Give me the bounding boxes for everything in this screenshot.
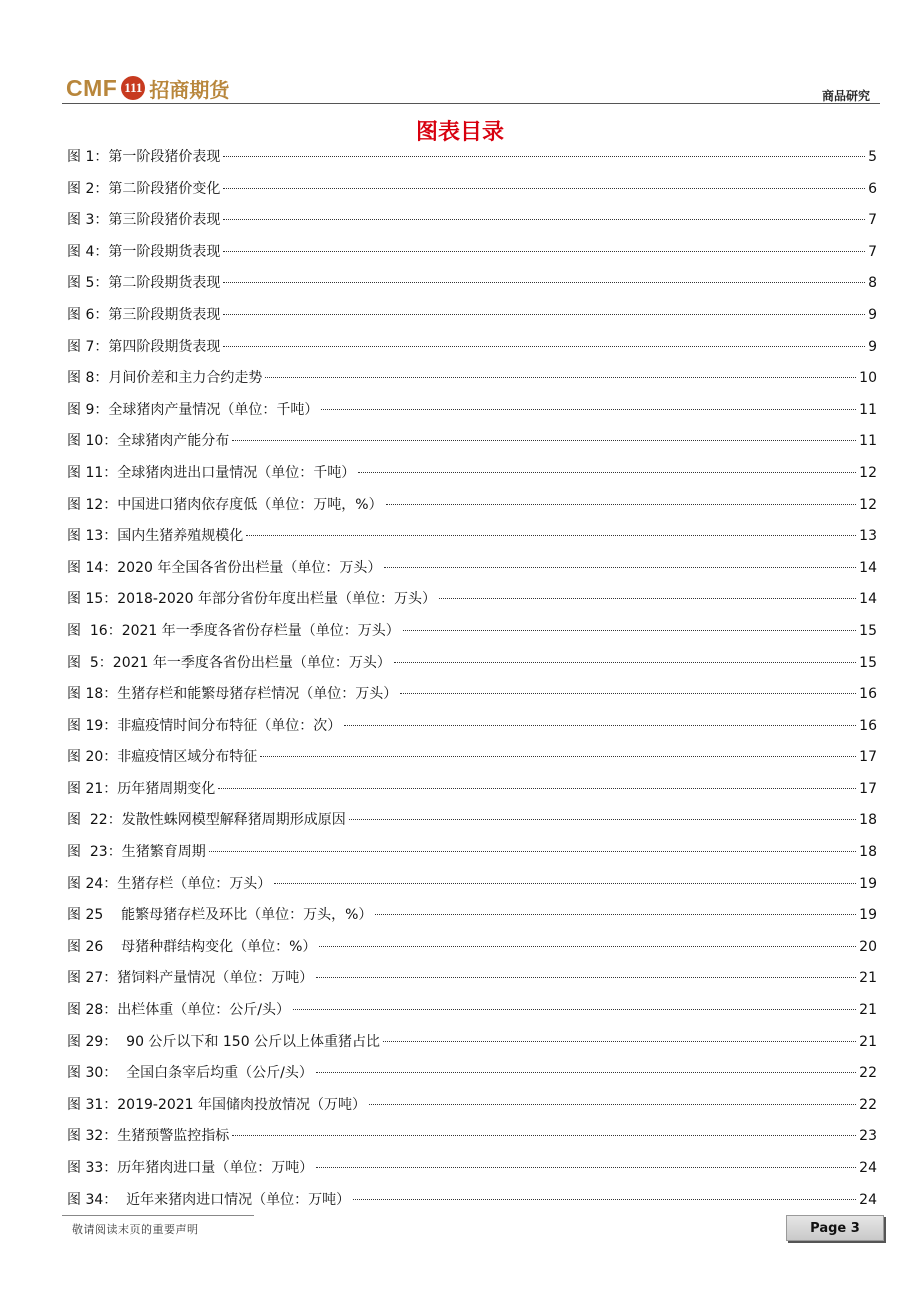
toc-leader-dots	[349, 819, 856, 820]
toc-entry[interactable]	[67, 936, 877, 968]
toc-leader-dots	[232, 440, 856, 441]
toc-entry-page: 24	[859, 1191, 877, 1208]
toc-entry-label: 图 22：发散性蛛网模型解释猪周期形成原因	[67, 812, 346, 829]
toc-entry[interactable]	[67, 683, 877, 715]
toc-leader-dots	[375, 914, 856, 915]
toc-entry-label: 图 10：全球猪肉产能分布	[67, 433, 230, 450]
toc-leader-dots	[223, 156, 865, 157]
company-logo	[66, 72, 229, 104]
toc-entry[interactable]	[67, 304, 877, 336]
toc-leader-dots	[223, 188, 865, 189]
toc-entry-label: 图 29： 90 公斤以下和 150 公斤以上体重猪占比	[67, 1033, 381, 1050]
toc-entry-page: 7	[868, 212, 877, 229]
toc-entry[interactable]	[67, 178, 877, 210]
page-label: Page	[810, 1220, 847, 1236]
toc-entry-page: 5	[868, 149, 877, 165]
toc-entry[interactable]	[67, 336, 877, 368]
toc-entry[interactable]	[67, 873, 877, 905]
toc-leader-dots	[223, 282, 865, 283]
toc-leader-dots	[400, 693, 856, 694]
toc-entry-label: 图 7：第四阶段期货表现	[67, 338, 221, 355]
toc-entry-page: 20	[859, 938, 877, 955]
toc-entry-label: 图 16：2021 年一季度各省份存栏量（单位：万头）	[67, 622, 400, 639]
toc-entry-label: 图 24：生猪存栏（单位：万头）	[67, 875, 272, 892]
toc-entry-page: 22	[859, 1096, 877, 1113]
toc-entry-page: 14	[859, 591, 877, 608]
page-title: 图表目录	[415, 120, 504, 145]
toc-entry-label: 图 4：第一阶段期货表现	[67, 243, 221, 260]
toc-entry-label: 图 14：2020 年全国各省份出栏量（单位：万头）	[67, 559, 382, 576]
toc-leader-dots	[265, 377, 856, 378]
toc-entry[interactable]	[67, 272, 877, 304]
toc-leader-dots	[358, 472, 856, 473]
toc-entry[interactable]	[67, 1094, 877, 1126]
toc-entry-page: 11	[859, 433, 877, 450]
toc-entry-page: 21	[859, 970, 877, 987]
toc-entry-page: 7	[868, 243, 877, 260]
toc-entry-page: 17	[859, 780, 877, 797]
page-number-badge	[786, 1215, 884, 1241]
toc-leader-dots	[232, 1135, 856, 1136]
toc-entry-label: 图 9：全球猪肉产量情况（单位：千吨）	[67, 401, 319, 418]
toc-entry[interactable]	[67, 1125, 877, 1157]
toc-entry-label: 图 5：2021 年一季度各省份出栏量（单位：万头）	[67, 654, 391, 671]
toc-entry-page: 15	[859, 654, 877, 671]
toc-entry[interactable]	[67, 146, 877, 178]
section-label: 商品研究	[821, 89, 870, 103]
toc-entry[interactable]	[67, 367, 877, 399]
toc-entry-label: 图 11：全球猪肉进出口量情况（单位：千吨）	[67, 464, 356, 481]
toc-entry-page: 12	[859, 496, 877, 513]
toc-entry[interactable]	[67, 809, 877, 841]
toc-entry-page: 18	[859, 812, 877, 829]
toc-entry-page: 19	[859, 875, 877, 892]
toc-leader-dots	[209, 851, 856, 852]
toc-entry[interactable]	[67, 399, 877, 431]
toc-entry-page: 6	[868, 180, 877, 197]
toc-leader-dots	[369, 1104, 856, 1105]
toc-entry[interactable]	[67, 967, 877, 999]
toc-entry-page: 21	[859, 1002, 877, 1019]
toc-leader-dots	[316, 1167, 856, 1168]
toc-entry-page: 9	[868, 338, 877, 355]
page-header	[62, 70, 880, 106]
toc-leader-dots	[321, 409, 856, 410]
toc-entry-label: 图 18：生猪存栏和能繁母猪存栏情况（单位：万头）	[67, 686, 398, 703]
toc-leader-dots	[386, 504, 857, 505]
toc-leader-dots	[319, 946, 856, 947]
toc-entry-page: 16	[859, 686, 877, 703]
toc-leader-dots	[403, 630, 856, 631]
toc-entry[interactable]	[67, 778, 877, 810]
toc-entry[interactable]	[67, 1062, 877, 1094]
table-of-figures	[67, 146, 877, 1220]
page-number: 3	[850, 1220, 860, 1236]
toc-entry-label: 图 1：第一阶段猪价表现	[67, 149, 221, 165]
toc-entry-label: 图 30： 全国白条宰后均重（公斤/头）	[67, 1065, 313, 1082]
toc-entry-page: 9	[868, 306, 877, 323]
header-divider	[62, 103, 880, 104]
toc-entry-page: 17	[859, 749, 877, 766]
logo-cmf-text: CMF	[66, 74, 118, 101]
toc-leader-dots	[223, 219, 865, 220]
toc-entry[interactable]	[67, 904, 877, 936]
toc-entry-label: 图 31：2019-2021 年国储肉投放情况（万吨）	[67, 1096, 367, 1113]
footer-divider	[62, 1215, 254, 1216]
toc-entry-label: 图 5：第二阶段期货表现	[67, 275, 221, 292]
toc-entry[interactable]	[67, 841, 877, 873]
toc-entry[interactable]	[67, 620, 877, 652]
toc-leader-dots	[274, 883, 856, 884]
toc-entry-label: 图 15：2018-2020 年部分省份年度出栏量（单位：万头）	[67, 591, 437, 608]
toc-entry[interactable]	[67, 1031, 877, 1063]
logo-company-name: 招商期货	[149, 77, 230, 102]
toc-entry-page: 11	[859, 401, 877, 418]
toc-entry-label: 图 13：国内生猪养殖规模化	[67, 528, 244, 545]
toc-entry-label: 图 27：猪饲料产量情况（单位：万吨）	[67, 970, 314, 987]
toc-entry-label: 图 34： 近年来猪肉进口情况（单位：万吨）	[67, 1191, 351, 1208]
toc-entry-label: 图 21：历年猪周期变化	[67, 780, 216, 797]
toc-entry-page: 13	[859, 528, 877, 545]
toc-entry[interactable]	[67, 652, 877, 684]
toc-entry-label: 图 3：第三阶段猪价表现	[67, 212, 221, 229]
toc-entry-label: 图 32：生猪预警监控指标	[67, 1128, 230, 1145]
toc-entry-page: 22	[859, 1065, 877, 1082]
disclaimer-note: 敬请阅读末页的重要声明	[72, 1223, 199, 1236]
toc-entry[interactable]	[67, 999, 877, 1031]
toc-entry-label: 图 26 母猪种群结构变化（单位：%）	[67, 938, 317, 955]
toc-entry-label: 图 25 能繁母猪存栏及环比（单位：万头，%）	[67, 907, 373, 924]
toc-leader-dots	[384, 567, 856, 568]
toc-entry-page: 14	[859, 559, 877, 576]
toc-entry[interactable]	[67, 715, 877, 747]
toc-entry-page: 16	[859, 717, 877, 734]
toc-entry[interactable]	[67, 494, 877, 526]
toc-entry[interactable]	[67, 462, 877, 494]
toc-entry[interactable]	[67, 430, 877, 462]
toc-entry-page: 24	[859, 1160, 877, 1176]
toc-leader-dots	[218, 788, 856, 789]
toc-entry[interactable]	[67, 525, 877, 557]
toc-entry[interactable]	[67, 209, 877, 241]
toc-leader-dots	[223, 314, 865, 315]
toc-entry-label: 图 28：出栏体重（单位：公斤/头）	[67, 1002, 290, 1019]
toc-leader-dots	[439, 598, 856, 599]
toc-entry-page: 21	[859, 1033, 877, 1050]
toc-entry-label: 图 33：历年猪肉进口量（单位：万吨）	[67, 1160, 314, 1176]
toc-entry-label: 图 20：非瘟疫情区域分布特征	[67, 749, 258, 766]
toc-entry-page: 19	[859, 907, 877, 924]
toc-leader-dots	[353, 1199, 856, 1200]
toc-leader-dots	[344, 725, 856, 726]
toc-entry-page: 10	[859, 370, 877, 387]
toc-entry[interactable]	[67, 241, 877, 273]
toc-entry[interactable]	[67, 1157, 877, 1189]
toc-entry-label: 图 8：月间价差和主力合约走势	[67, 370, 263, 387]
toc-leader-dots	[316, 1072, 856, 1073]
toc-entry-page: 8	[868, 275, 877, 292]
toc-entry[interactable]	[67, 746, 877, 778]
toc-entry-page: 18	[859, 844, 877, 861]
toc-leader-dots	[260, 756, 856, 757]
toc-leader-dots	[394, 662, 856, 663]
toc-leader-dots	[316, 977, 856, 978]
toc-entry-label: 图 12：中国进口猪肉依存度低（单位：万吨，%）	[67, 496, 383, 513]
toc-entry-page: 15	[859, 622, 877, 639]
toc-leader-dots	[383, 1041, 856, 1042]
toc-entry-label: 图 6：第三阶段期货表现	[67, 306, 221, 323]
toc-leader-dots	[293, 1009, 856, 1010]
toc-leader-dots	[223, 251, 865, 252]
logo-seal-icon: 111	[121, 76, 145, 100]
toc-entry-label: 图 2：第二阶段猪价变化	[67, 180, 221, 197]
toc-entry-page: 12	[859, 464, 877, 481]
toc-entry-label: 图 23：生猪繁育周期	[67, 844, 206, 861]
toc-leader-dots	[223, 346, 865, 347]
toc-leader-dots	[246, 535, 856, 536]
toc-entry[interactable]	[67, 557, 877, 589]
toc-entry-page: 23	[859, 1128, 877, 1145]
toc-entry[interactable]	[67, 588, 877, 620]
toc-entry-label: 图 19：非瘟疫情时间分布特征（单位：次）	[67, 717, 342, 734]
